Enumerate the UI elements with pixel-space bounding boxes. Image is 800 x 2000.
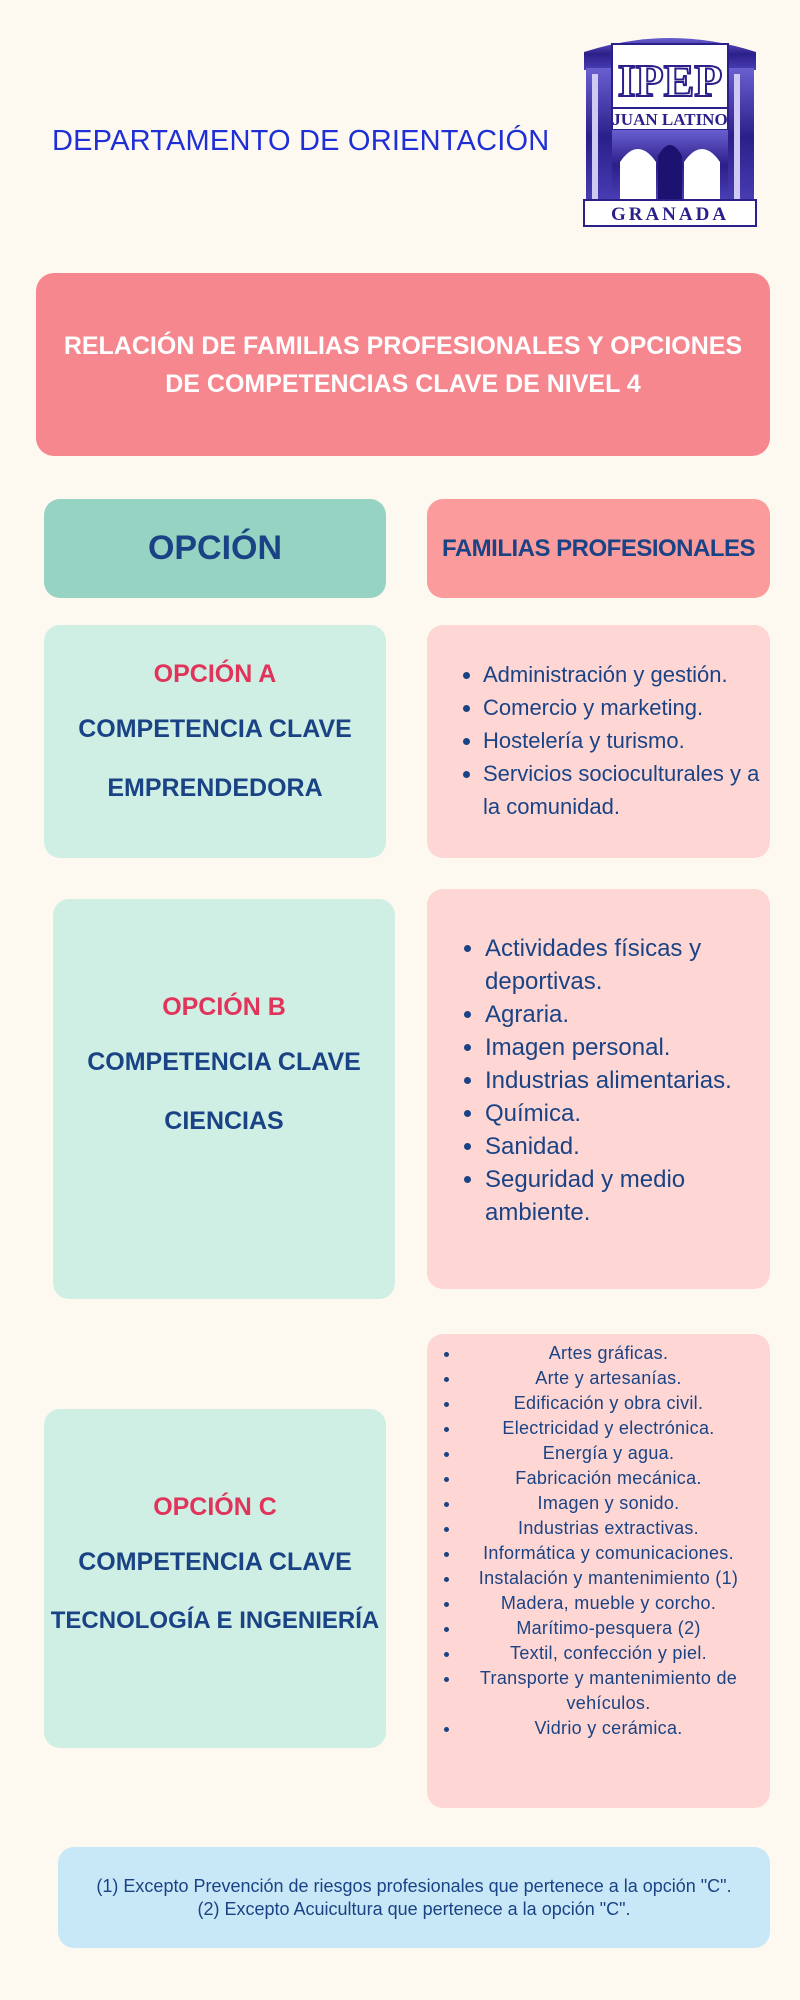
competence-line: COMPETENCIA CLAVE: [78, 1547, 352, 1576]
family-item: • Transporte y mantenimiento de vehículos.: [461, 1666, 756, 1716]
family-item: • Informática y comunicaciones.: [461, 1541, 756, 1566]
footnotes: [58, 1847, 770, 1948]
option-label: OPCIÓN C: [153, 1492, 277, 1521]
school-logo: [580, 30, 760, 228]
option-a-families: [427, 625, 770, 858]
family-item: • Servicios socioculturales y a la comunidad.: [483, 757, 770, 823]
main-title: [36, 273, 770, 456]
family-item: • Comercio y marketing.: [483, 691, 770, 724]
families-list: [449, 658, 770, 823]
footnote-2: (2) Excepto Acuicultura que pertenece a la opción "C".: [197, 1898, 631, 1919]
option-column-header: OPCIÓN: [44, 499, 386, 598]
family-item: • Energía y agua.: [461, 1441, 756, 1466]
family-item: • Instalación y mantenimiento (1): [461, 1566, 756, 1591]
option-c-families: [427, 1334, 770, 1808]
family-item: • Vidrio y cerámica.: [461, 1716, 756, 1741]
family-item: • Imagen personal.: [485, 1031, 770, 1064]
family-item: • Madera, mueble y corcho.: [461, 1591, 756, 1616]
family-item: • Administración y gestión.: [483, 658, 770, 691]
option-label: OPCIÓN A: [153, 660, 277, 688]
competence-line: COMPETENCIA CLAVE: [87, 1047, 361, 1076]
family-item: • Imagen y sonido.: [461, 1491, 756, 1516]
family-item: • Electricidad y electrónica.: [461, 1416, 756, 1441]
family-item: • Química.: [485, 1097, 770, 1130]
family-item: • Arte y artesanías.: [461, 1366, 756, 1391]
family-item: • Industrias extractivas.: [461, 1516, 756, 1541]
families-list: [451, 932, 770, 1229]
family-item: • Fabricación mecánica.: [461, 1466, 756, 1491]
family-item: • Marítimo-pesquera (2): [461, 1616, 756, 1641]
competence-name: TECNOLOGÍA E INGENIERÍA: [50, 1606, 380, 1634]
svg-text:JUAN LATINO: JUAN LATINO: [612, 110, 728, 129]
families-list: [437, 1341, 756, 1741]
family-item: • Actividades físicas y deportivas.: [485, 932, 770, 998]
family-item: • Industrias alimentarias.: [485, 1064, 770, 1097]
competence-line: COMPETENCIA CLAVE: [78, 715, 352, 743]
family-item: • Artes gráficas.: [461, 1341, 756, 1366]
family-item: • Hostelería y turismo.: [483, 724, 770, 757]
main-title-text: RELACIÓN DE FAMILIAS PROFESIONALES Y OPCIONES DE COMPETENCIAS CLAVE DE NIVEL 4: [63, 331, 743, 398]
option-b-card: [53, 899, 395, 1299]
competence-name: EMPRENDEDORA: [107, 774, 323, 802]
svg-text:GRANADA: GRANADA: [610, 204, 730, 225]
svg-text:IPEP: IPEP: [617, 55, 723, 106]
footnote-1: (1) Excepto Prevención de riesgos profesionales que pertenece a la opción "C".: [96, 1875, 732, 1896]
family-item: • Seguridad y medio ambiente.: [485, 1163, 770, 1229]
option-label: OPCIÓN B: [162, 992, 286, 1021]
department-title: DEPARTAMENTO DE ORIENTACIÓN: [52, 125, 550, 157]
option-a-card: [44, 625, 386, 858]
family-item: • Textil, confección y piel.: [461, 1641, 756, 1666]
family-item: • Agraria.: [485, 998, 770, 1031]
family-item: • Edificación y obra civil.: [461, 1391, 756, 1416]
option-b-families: [427, 889, 770, 1289]
competence-name: CIENCIAS: [164, 1106, 284, 1135]
families-column-header: FAMILIAS PROFESIONALES: [427, 499, 770, 598]
option-c-card: [44, 1409, 386, 1748]
family-item: • Sanidad.: [485, 1130, 770, 1163]
